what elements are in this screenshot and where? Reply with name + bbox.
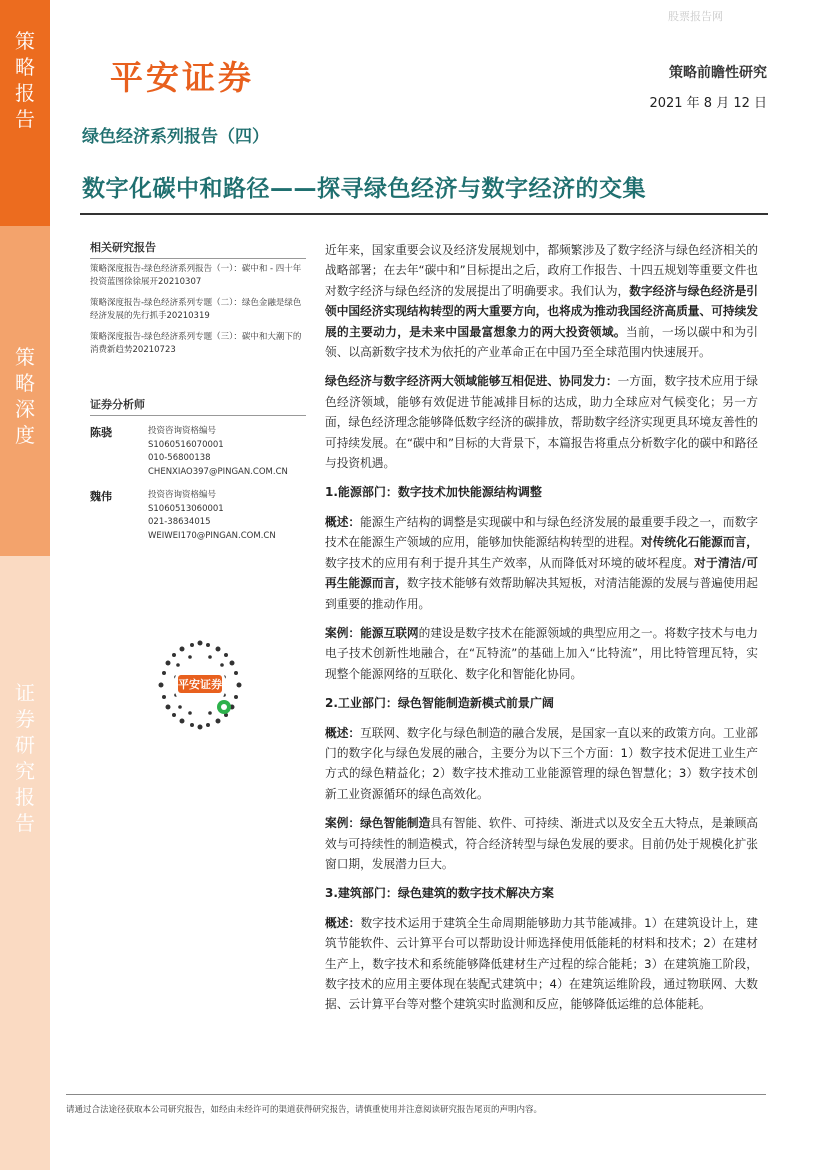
paragraph: 案例：能源互联网的建设是数字技术在能源领域的典型应用之一。将数字技术与电力电子技术创新性地融合，在“瓦特流”的基础上加入“比特流”，用比特管理瓦特，实现整个能源网络的互联化、数字化和智能化协同。 xyxy=(325,625,758,681)
paragraph: 近年来，国家重要会议及经济发展规划中，都频繁涉及了数字经济与绿色经济相关的战略部署；在去年“碳中和”目标提出之后，政府工作报告、十四五规划等重要文件也对数字经济与绿色经济的发展提出了明确要求。我们认为，数字经济与绿色经济是引领中国经济实现结构转型的两大重要方向，也将成为推动我国经济高质量、可持续发展的主要动力，是未来中国最富想象力的两大投资领域。当前，一场以碳中和为引领、以高新数字技术为依托的产业革命正在中国乃至全球范围内快速展开。 xyxy=(325,243,758,360)
section-heading: 1.能源部门：数字技术加快能源结构调整 xyxy=(325,485,542,500)
report-date: 2021 年 8 月 12 日 xyxy=(649,96,767,111)
qr-label: 平安证券 xyxy=(178,678,222,691)
side-strip-1: 策 略 报 告 xyxy=(0,0,50,226)
paragraph: 概述：互联网、数字化与绿色制造的融合发展，是国家一直以来的政策方向。工业部门的数字化与绿色发展的融合，主要分为以下三个方面：1）数字技术促进工业生产方式的绿色精益化；2）数字技术推动工业能源管理的绿色智慧化；3）数字技术创新工业资源循环的绿色高效化。 xyxy=(325,725,758,801)
analyst-info: 投资咨询资格编号 S1060513060001 021-38634015 WEIWEI170@PINGAN.COM.CN xyxy=(148,490,276,541)
paragraph: 概述：数字技术运用于建筑全生命周期能够助力其节能减排。1）在建筑设计上，建筑节能软件、云计算平台可以帮助设计师选择使用低能耗的材料和技术；2）在建材生产上，数字技术和系统能够降低建材生产过程的综合能耗；3）在建筑施工阶段，数字技术的应用主要体现在装配式建筑中；4）在建筑运维阶段，通过物联网、大数据、云计算平台等对整个建筑实时监测和反应，能够降低运维的总体能耗。 xyxy=(325,915,758,1012)
analyst-name: 陈骁 xyxy=(90,426,112,439)
report-type: 策略前瞻性研究 xyxy=(669,65,767,81)
side-strip-3: 证 券 研 究 报 告 xyxy=(0,556,50,1170)
analyst-name: 魏伟 xyxy=(90,490,112,503)
analyst-heading: 证券分析师 xyxy=(90,396,306,416)
main-content xyxy=(325,240,758,1024)
related-item[interactable]: 策略深度报告-绿色经济系列报告（一）：碳中和 - 四十年投资蓝图徐徐展开20210307 xyxy=(90,264,302,287)
watermark: 股票报告网 xyxy=(668,10,723,23)
qr-code-icon[interactable] xyxy=(152,637,248,733)
title-divider xyxy=(80,213,768,215)
series-title: 绿色经济系列报告（四） xyxy=(82,127,269,147)
section-heading: 3.建筑部门：绿色建筑的数字技术解决方案 xyxy=(325,886,554,901)
analyst-info: 投资咨询资格编号 S1060516070001 010-56800138 CHENXIAO397@PINGAN.COM.CN xyxy=(148,426,288,477)
related-heading: 相关研究报告 xyxy=(90,239,306,259)
footer-divider xyxy=(66,1094,766,1095)
page-title: 数字化碳中和路径——探寻绿色经济与数字经济的交集 xyxy=(82,176,646,202)
brand-logo: 平安证券 xyxy=(110,58,254,97)
related-item[interactable]: 策略深度报告-绿色经济系列专题（三）：碳中和大潮下的消费新趋势20210723 xyxy=(90,332,302,355)
related-item[interactable]: 策略深度报告-绿色经济系列专题（二）：绿色金融是绿色经济发展的先行抓手20210319 xyxy=(90,298,302,321)
paragraph: 概述：能源生产结构的调整是实现碳中和与绿色经济发展的最重要手段之一，而数字技术在能源生产领域的应用，能够加快能源结构转型的进程。对传统化石能源而言，数字技术的应用有利于提升其生产效率，从而降低对环境的破坏程度。对于清洁/可再生能源而言，数字技术能够有效帮助解决其短板，对清洁能源的发展与普遍使用起到重要的推动作用。 xyxy=(325,514,758,611)
related-list xyxy=(90,263,308,365)
side-strip-2: 策 略 深 度 xyxy=(0,226,50,556)
footer-disclaimer: 请通过合法途径获取本公司研究报告，如经由未经许可的渠道获得研究报告，请慎重使用并注意阅读研究报告尾页的声明内容。 xyxy=(66,1105,543,1115)
section-heading: 2.工业部门：绿色智能制造新模式前景广阔 xyxy=(325,696,554,711)
paragraph: 案例：绿色智能制造具有智能、软件、可持续、渐进式以及安全五大特点，是兼顾高效与可持续性的制造模式，符合经济转型与绿色发展的要求。目前仍处于规模化扩张窗口期，发展潜力巨大。 xyxy=(325,816,758,871)
paragraph: 绿色经济与数字经济两大领域能够互相促进、协同发力：一方面，数字技术应用于绿色经济领域，能够有效促进节能减排目标的达成，助力全球应对气候变化；另一方面，绿色经济理念能够降低数字经济的碳排放，帮助数字经济实现更具环境友善性的可持续发展。在“碳中和”目标的大背景下，本篇报告将重点分析数字化的碳中和路径与投资机遇。 xyxy=(325,374,758,471)
